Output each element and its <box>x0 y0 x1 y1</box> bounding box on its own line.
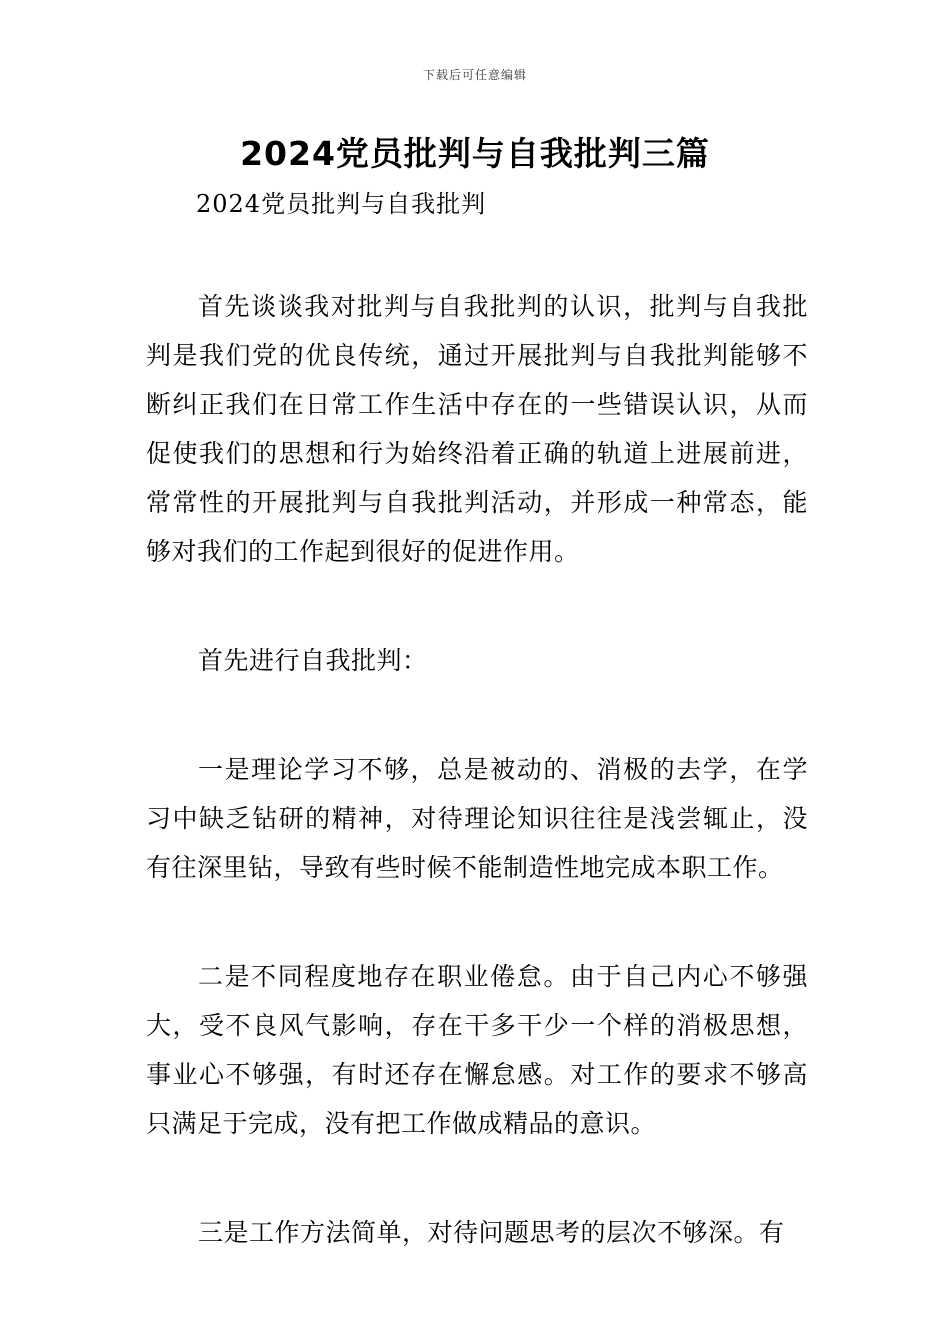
document-body <box>146 282 808 1317</box>
document-title: 2024党员批判与自我批判三篇 <box>240 134 710 173</box>
document-subtitle: 2024党员批判与自我批判 <box>196 190 487 218</box>
paragraph-point-two: 二是不同程度地存在职业倦怠。由于自己内心不够强大，受不良风气影响，存在干多干少一个样的消极思想，事业心不够强，有时还存在懈怠感。对工作的要求不够高只满足于完成，没有把工作做成精品的意识。 <box>146 962 808 1138</box>
paragraph-self-criticism-heading: 首先进行自我批判： <box>198 646 428 675</box>
header-note: 下载后可任意编辑 <box>422 68 527 82</box>
paragraph-intro: 首先谈谈我对批判与自我批判的认识，批判与自我批判是我们党的优良传统，通过开展批判与自我批判能够不断纠正我们在日常工作生活中存在的一些错误认识，从而促使我们的思想和行为始终沿着正确的轨道上进展前进，常常性的开展批判与自我批判活动，并形成一种常态，能够对我们的工作起到很好的促进作用。 <box>146 292 808 566</box>
paragraph-point-one: 一是理论学习不够，总是被动的、消极的去学，在学习中缺乏钻研的精神，对待理论知识往往是浅尝辄止，没有往深里钻，导致有些时候不能制造性地完成本职工作。 <box>146 755 808 882</box>
paragraph-point-three: 三是工作方法简单，对待问题思考的层次不够深。有 <box>198 1218 785 1247</box>
